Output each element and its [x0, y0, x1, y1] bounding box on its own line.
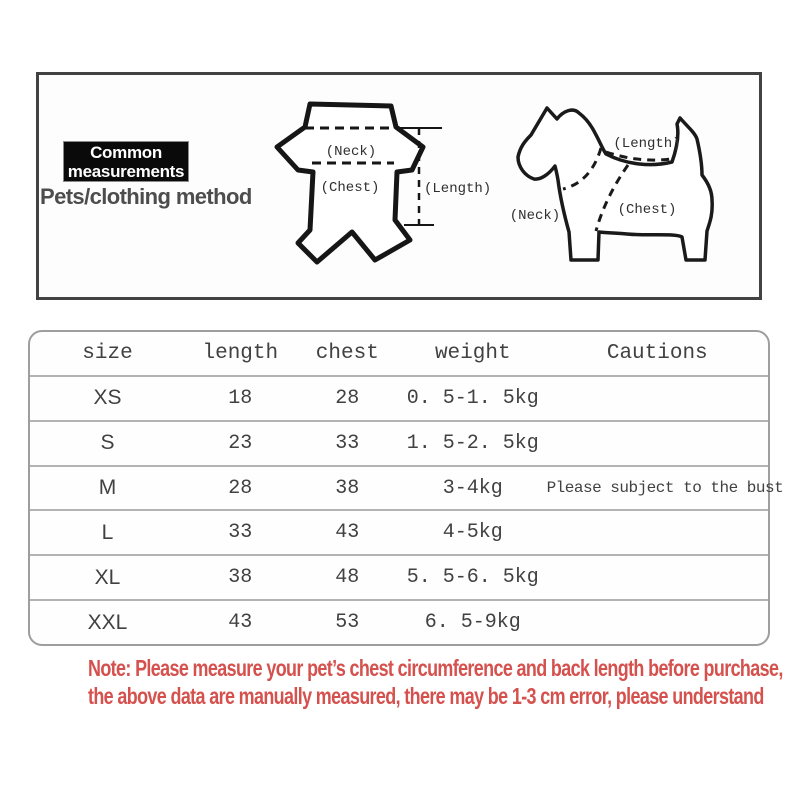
garment-neck-label: (Neck) [325, 144, 377, 160]
cell-weight: 4-5kg [442, 521, 503, 545]
dog-neck-label: (Neck) [509, 208, 561, 224]
cell-weight: 0. 5-1. 5kg [406, 386, 539, 410]
note-line-2: the above data are manually measured, there may be 1-3 cm error, please understand [88, 683, 764, 709]
cell-size: XXL [87, 610, 128, 634]
cell-weight: 6. 5-9kg [424, 611, 521, 635]
column-header-weight: weight [434, 341, 511, 365]
table-row-m [30, 465, 784, 510]
dog-outline-shape [518, 108, 712, 260]
common-measurements-badge [63, 141, 189, 182]
garment-length-label: (Length) [424, 181, 492, 197]
dog-length-label: (Length) [613, 136, 681, 152]
cell-chest: 48 [335, 566, 360, 590]
cell-weight: 3-4kg [442, 476, 503, 500]
column-header-size: size [82, 341, 133, 365]
dog-diagram [487, 86, 763, 302]
cell-weight: 1. 5-2. 5kg [406, 431, 539, 455]
table-row-xxl [30, 599, 768, 644]
cell-chest: 28 [335, 386, 360, 410]
dog-chest-label: (Chest) [617, 202, 677, 218]
badge-line-2: measurements [67, 162, 185, 181]
cell-length: 23 [228, 431, 253, 455]
cell-chest: 38 [335, 476, 360, 500]
garment-diagram [272, 88, 512, 300]
disclaimer-note [0, 654, 800, 710]
column-header-chest: chest [315, 341, 379, 365]
note-line-1: Note: Please measure your pet’s chest circumference and back length before purchase, [88, 655, 783, 681]
badge-line-1: Common [90, 143, 162, 162]
column-header-length: length [202, 341, 279, 365]
cell-chest: 53 [335, 611, 360, 635]
size-table [28, 330, 784, 646]
cell-size: M [98, 476, 117, 499]
cell-size: XS [93, 386, 122, 410]
table-row-xl [30, 554, 768, 599]
pets-clothing-subtitle: Pets/clothing method [40, 184, 252, 209]
cell-length: 28 [228, 476, 253, 500]
table-row-l [30, 509, 768, 554]
cell-length: 38 [228, 566, 253, 590]
cell-chest: 33 [335, 431, 360, 455]
cell-length: 33 [228, 521, 253, 545]
cell-size: XL [94, 565, 121, 589]
table-row-s [30, 420, 768, 465]
cell-weight: 5. 5-6. 5kg [406, 566, 539, 590]
cell-size: S [100, 431, 115, 455]
table-row-xs [30, 375, 768, 420]
table-header-row [30, 332, 768, 375]
cell-caution: Please subject to the bust [546, 479, 784, 497]
column-header-cautions: Cautions [606, 341, 708, 365]
cell-size: L [101, 520, 114, 544]
garment-chest-label: (Chest) [320, 180, 380, 196]
cell-length: 18 [228, 386, 253, 410]
cell-length: 43 [228, 611, 253, 635]
cell-chest: 43 [335, 521, 360, 545]
